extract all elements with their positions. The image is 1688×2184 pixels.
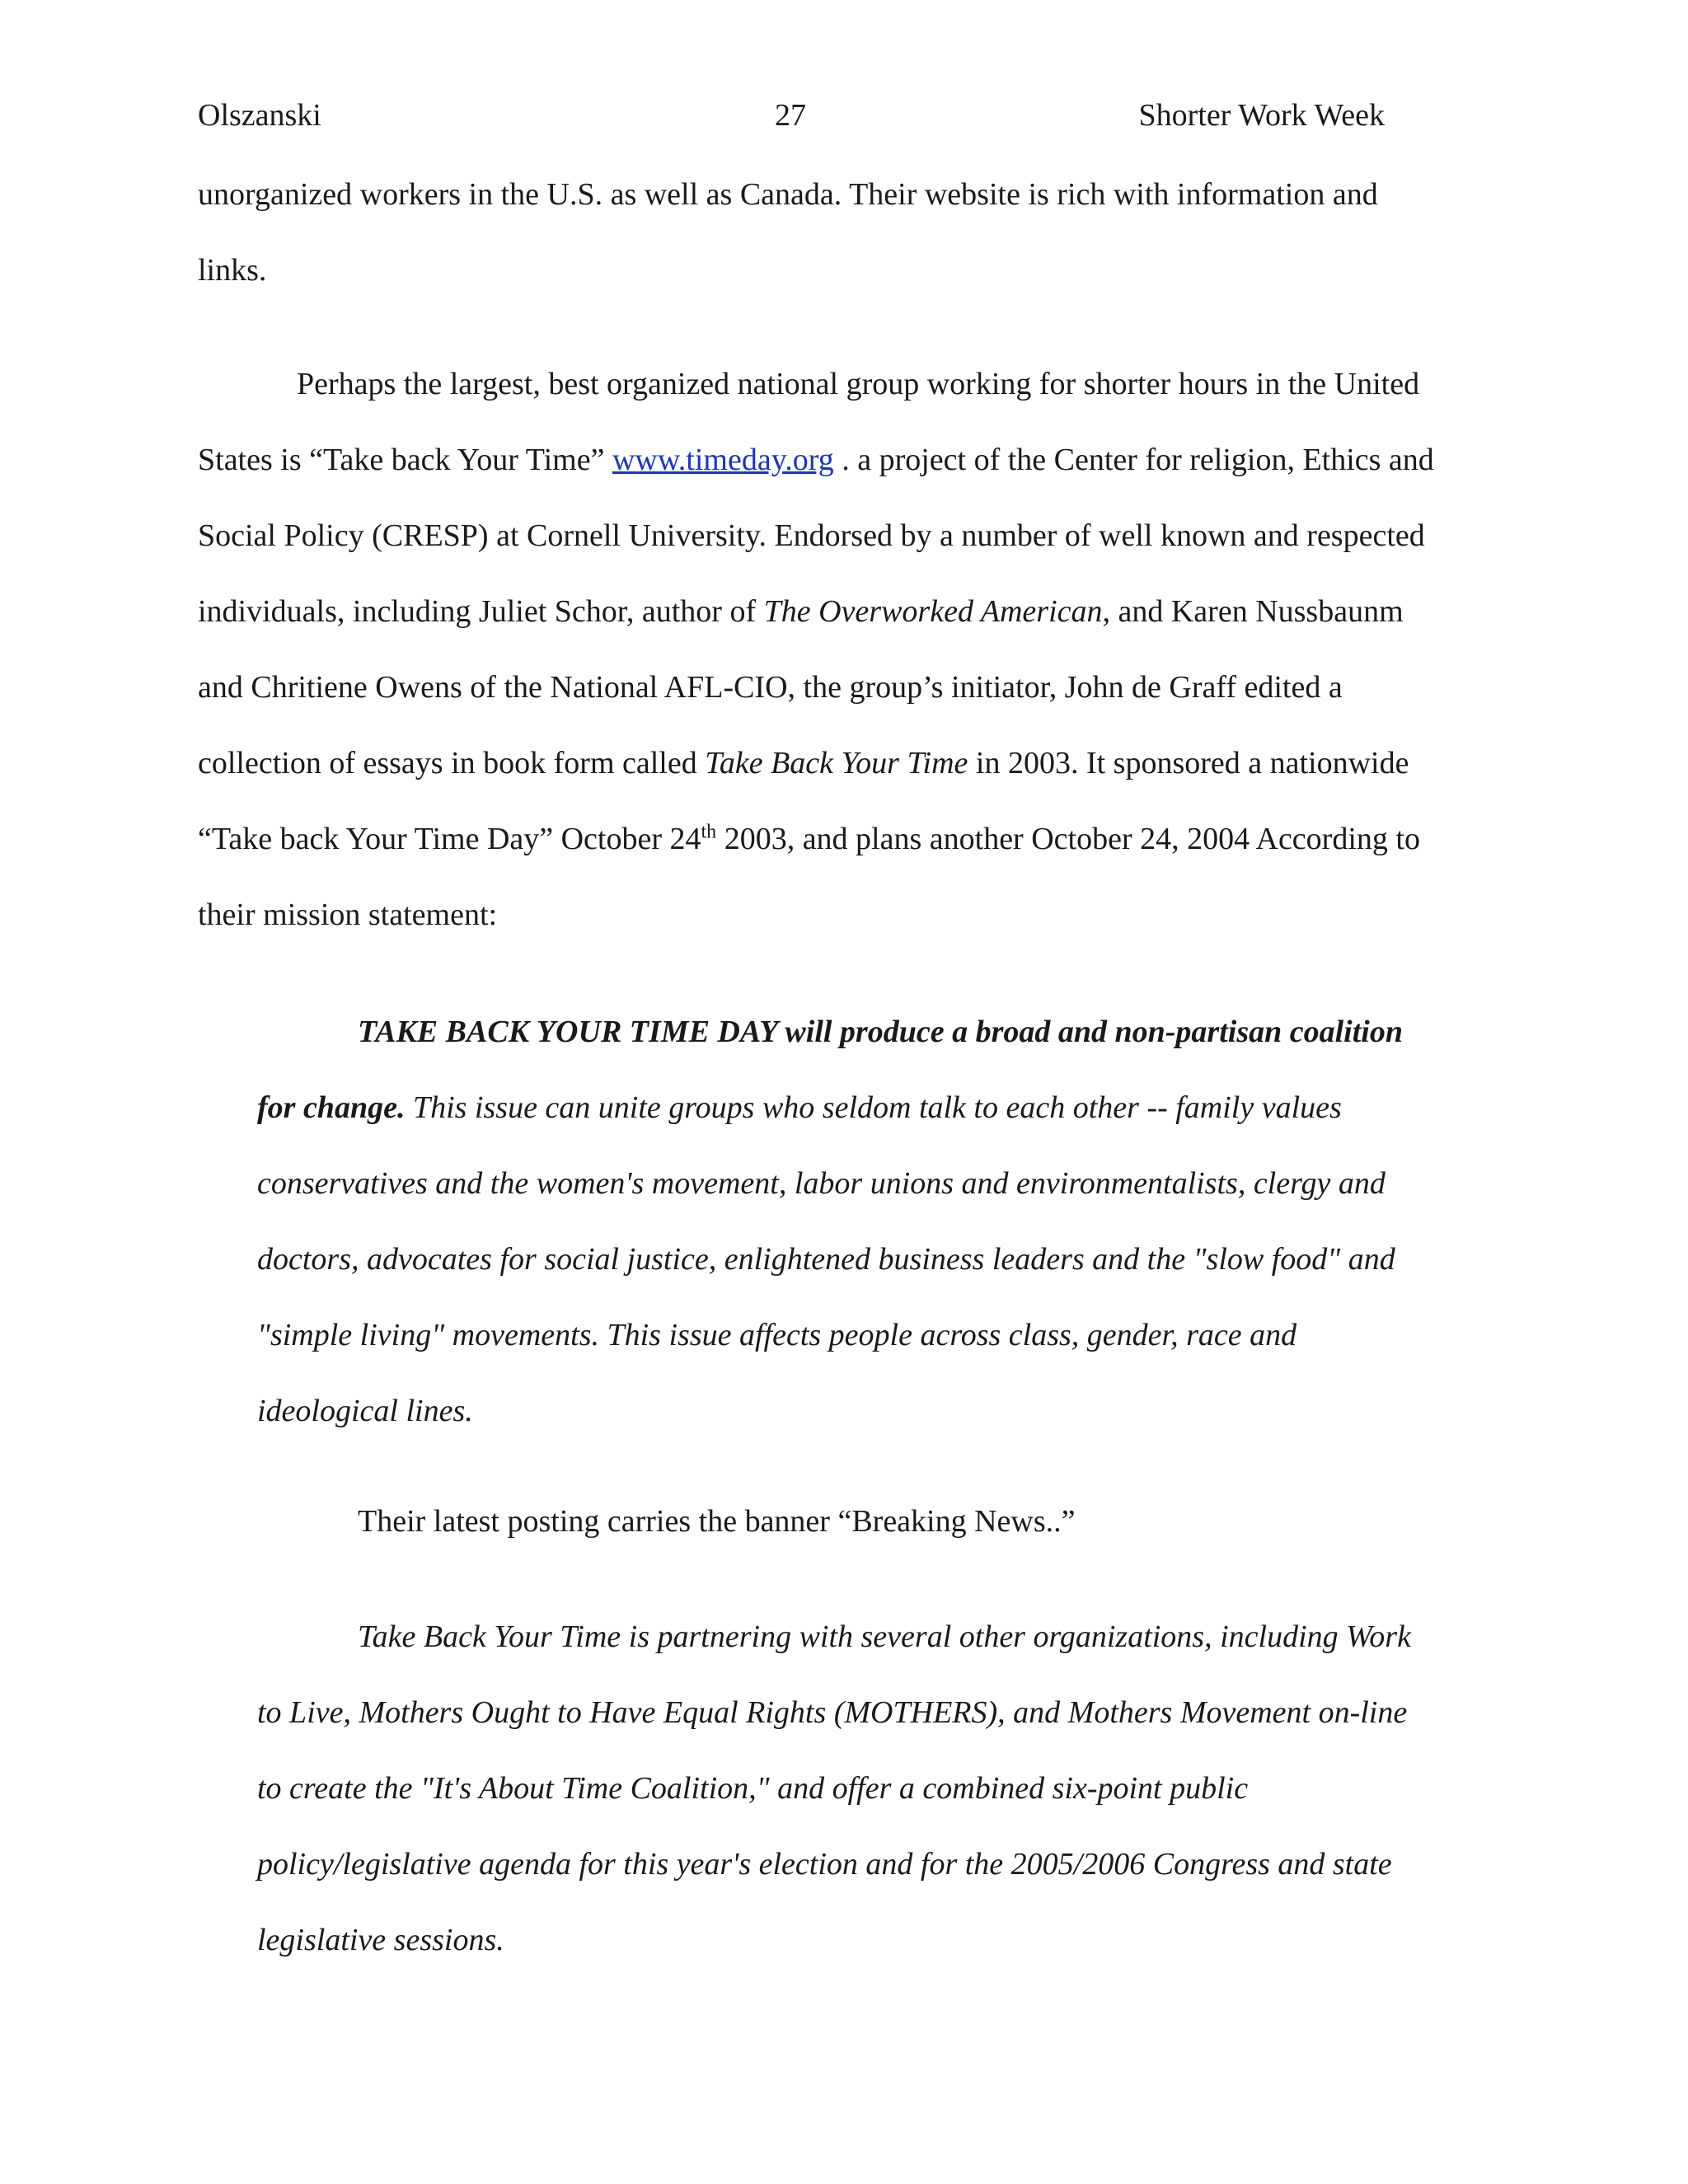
page-number: 27 [775,98,806,133]
breaking-news-intro: Their latest posting carries the banner “Breaking News..” [358,1504,1076,1539]
mission-statement-quote [257,994,1411,1449]
book-title-overworked-american: The Overworked American [763,594,1103,629]
paragraph2-text-2: . a project of the Center for religion, Ethics and Social Policy (CRESP) at Cornell University. Endorsed by a number of well known and respected individuals, including Juliet Schor, author of [198,443,1434,629]
paragraph-continued: unorganized workers in the U.S. as well as Canada. Their website is rich with information and links. [198,177,1378,288]
paragraph2-text-3: , and Karen Nussbaunm and Chritiene Owens of the National AFL-CIO, the group’s initiator, John de Graff edited a collection of essays in book form called [198,594,1404,780]
paragraph2-text-4: in 2003. It sponsored a nationwide “Take back Your Time Day” October 24 [198,746,1409,856]
paragraph2-text-1: Perhaps the largest, best organized national group working for shorter hours in the United States is “Take back Your Time” [198,367,1420,477]
timeday-link[interactable]: www.timeday.org [612,443,834,477]
ordinal-suffix: th [701,821,717,843]
breaking-news-quote: Take Back Your Time is partnering with several other organizations, including Work to Live, Mothers Ought to Have Equal Rights (MOTHERS), and Mothers Movement on-line to create the "It's About Time Coalition," and offer a combined six-point public policy/legislative agenda for this year's election and for the 2005/2006 Congress and state legislative sessions. [257,1619,1411,1957]
book-title-take-back-your-time: Take Back Your Time [705,746,968,780]
mission-statement-body: This issue can unite groups who seldom talk to each other -- family values conservatives and the women's movement, labor unions and environmentalists, clergy and doctors, advocates for social justice, enlightened business leaders and the "slow food" and "simple living" movements. This issue affects people across class, gender, race and ideological lines. [257,1090,1395,1428]
header-short-title: Shorter Work Week [1138,98,1385,133]
paragraph-take-back-your-time [198,346,1434,953]
paragraph2-text-5: 2003, and plans another October 24, 2004 According to their mission statement: [198,822,1420,932]
running-header [198,97,1385,138]
mission-statement-lead: TAKE BACK YOUR TIME DAY will produce a broad and non-partisan coalition for change. [257,1015,1403,1125]
header-author: Olszanski [198,98,321,133]
